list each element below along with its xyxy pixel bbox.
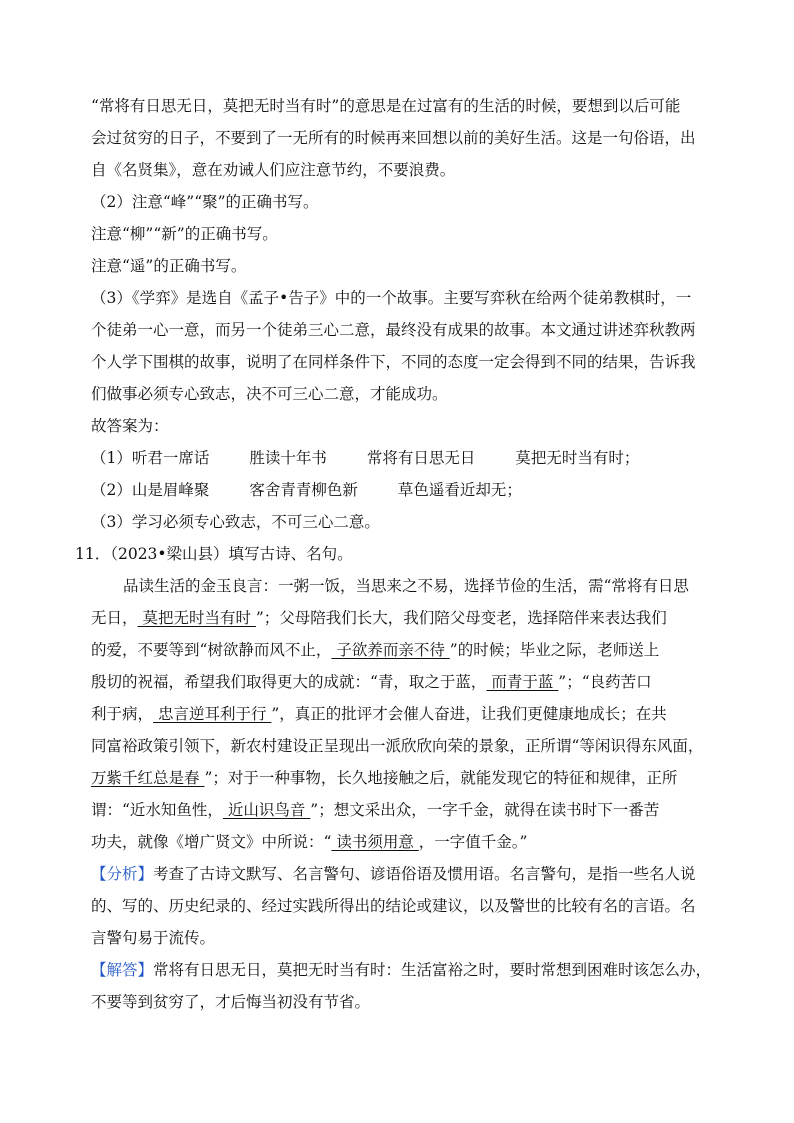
- solution-line: 【解答】常将有日思无日，莫把无时当有时：生活富裕之时，要时常想到困难时该怎么办，: [91, 961, 712, 979]
- question-line: 谓：“近水知鱼性， 近山识鸟音 ”；想文采出众，一字千金，就得在读书时下一番苦: [91, 801, 660, 819]
- answer-item: 草色遥看近却无；: [397, 481, 522, 499]
- question-line: 同富裕政策引领下，新农村建设正呈现出一派欣欣向荣的景象，正所谓“等闲识得东风面，: [91, 737, 704, 755]
- answer-item: （1）听君一席话: [91, 449, 210, 467]
- analysis-tag: 【分析】: [91, 865, 154, 883]
- answer-blank: 子欲养而亲不待: [331, 641, 450, 659]
- question-line: 功夫，就像《增广贤文》中所说：“ 读书须用意 ，一字值千金。”: [91, 833, 528, 851]
- answer-blank: 近山识鸟音: [222, 801, 311, 819]
- answer-label: 故答案为：: [91, 417, 169, 435]
- note-line: 注意“遥”的正确书写。: [91, 257, 247, 275]
- question-line: 品读生活的金玉良言：一粥一饭，当思来之不易，选择节俭的生活，需“常将有日思: [123, 577, 689, 595]
- answer-item: 莫把无时当有时；: [515, 449, 640, 467]
- note-line: 注意“柳”“新”的正确书写。: [91, 225, 278, 243]
- question-title: 11．（2023•梁山县）填写古诗、名句。: [75, 545, 353, 563]
- note-line: （2）注意“峰”“聚”的正确书写。: [91, 193, 319, 211]
- explanation-line: 个人学下围棋的故事，说明了在同样条件下，不同的态度一定会得到不同的结果，告诉我: [91, 353, 696, 371]
- question-line: 的爱，不要等到“树欲静而风不止， 子欲养而亲不待 ”的时候；毕业之际，老师送上: [91, 641, 660, 659]
- analysis-line: 【分析】考查了古诗文默写、名言警句、谚语俗语及惯用语。名言警句，是指一些名人说: [91, 865, 696, 883]
- analysis-line: 的、写的、历史纪录的、经过实践所得出的结论或建议，以及警世的比较有名的言语。名: [91, 897, 696, 915]
- explanation-line: 自《名贤集》，意在劝诫人们应注意节约，不要浪费。: [91, 161, 456, 179]
- answer-item: （2）山是眉峰聚: [91, 481, 210, 499]
- question-line: 无日， 莫把无时当有时 ”；父母陪我们长大，我们陪父母变老，选择陪伴来表达我们: [91, 609, 667, 627]
- explanation-line: 们做事必须专心致志，决不可三心二意，才能成功。: [91, 385, 448, 403]
- answer-row-2: [91, 480, 794, 500]
- explanation-line: “常将有日思无日，莫把无时当有时”的意思是在过富有的生活的时候，要想到以后可能: [91, 97, 681, 115]
- question-line: 利于病， 忠言逆耳利于行 ”，真正的批评才会催人奋进，让我们更健康地成长；在共: [91, 705, 667, 723]
- answer-item: 胜读十年书: [249, 449, 327, 467]
- explanation-line: 会过贫穷的日子，不要到了一无所有的时候再来回想以前的美好生活。这是一句俗语，出: [91, 129, 696, 147]
- question-line: 万紫千红总是春 ”；对于一种事物，长久地接触之后，就能发现它的特征和规律，正所: [91, 769, 678, 787]
- explanation-line: 个徒弟一心一意，而另一个徒弟三心二意，最终没有成果的故事。本文通过讲述弈秋教两: [91, 321, 696, 339]
- explanation-line: （3）《学弈》是选自《孟子•告子》中的一个故事。主要写弈秋在给两个徒弟教棋时，一: [91, 289, 692, 307]
- answer-blank: 莫把无时当有时: [137, 609, 256, 627]
- solution-tag: 【解答】: [91, 961, 154, 979]
- answer-row-3: （3）学习必须专心致志，不可三心二意。: [91, 513, 380, 531]
- answer-blank: 读书须用意: [331, 833, 419, 851]
- answer-item: 常将有日思无日: [366, 449, 476, 467]
- answer-item: 客舍青青柳色新: [249, 481, 358, 499]
- answer-blank: 而青于蓝: [486, 673, 559, 691]
- solution-line: 不要等到贫穷了，才后悔当初没有节省。: [91, 993, 371, 1011]
- question-line: 殷切的祝福，希望我们取得更大的成就：“青，取之于蓝， 而青于蓝 ”；“良药苦口: [91, 673, 652, 691]
- analysis-line: 言警句易于流传。: [91, 929, 216, 947]
- answer-blank: 万紫千红总是春: [91, 769, 205, 787]
- answer-blank: 忠言逆耳利于行: [153, 705, 272, 723]
- answer-row-1: [91, 448, 794, 468]
